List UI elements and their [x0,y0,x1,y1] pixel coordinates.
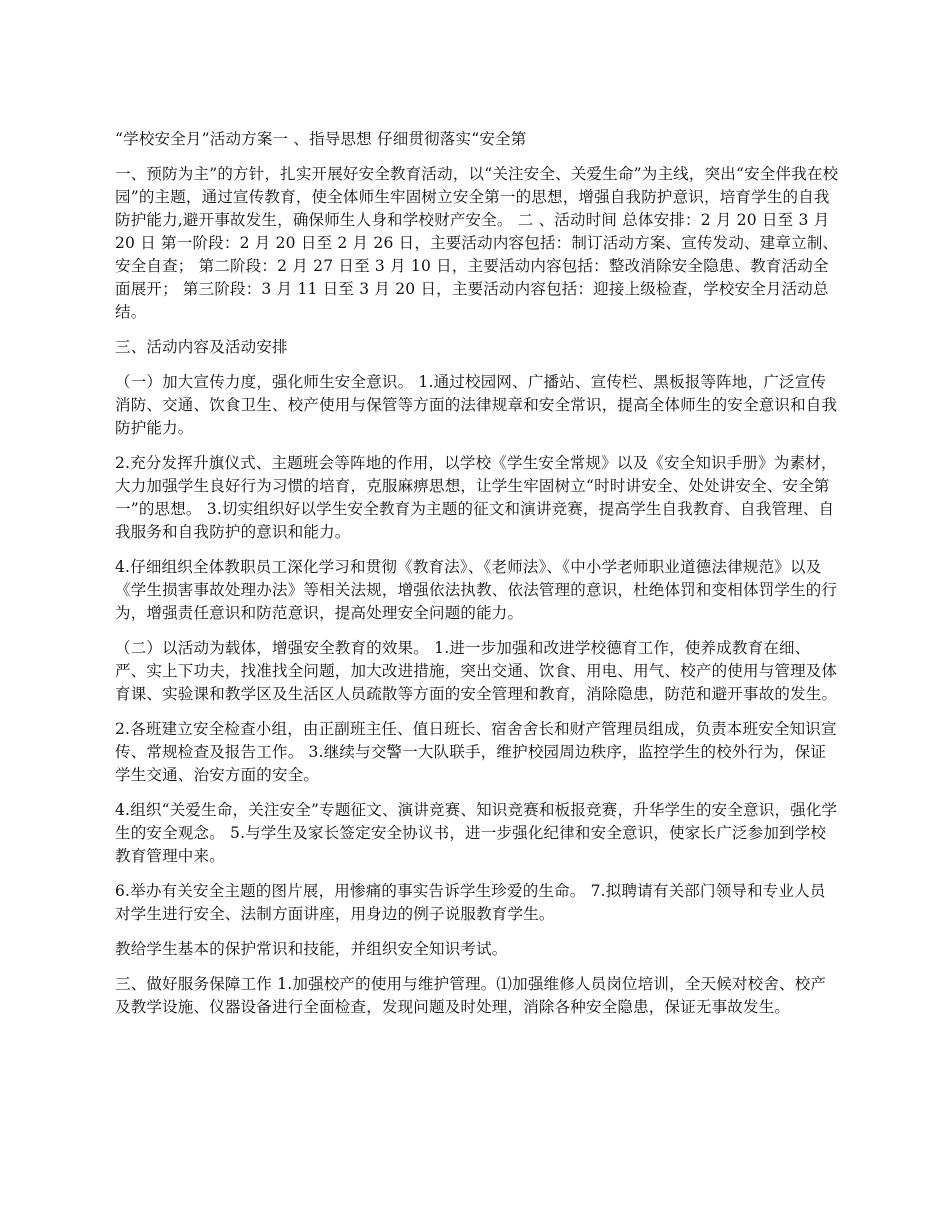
paragraph-activities-carrier: （二）以活动为载体，增强安全教育的效果。 1.进一步加强和改进学校德育工作，使养成教育在细、严、实上下功夫，找准找全问题，加大改进措施，突出交通、饮食、用电、用气、校产的使用与管理及体育课、实验课和教学区及生活区人员疏散等方面的安全管理和教育，消除隐患，防范和避开事故的发生。 [115,639,838,703]
document-body [115,128,840,1031]
paragraph-photo-exhibition: 6.举办有关安全主题的图片展，用惨痛的事实告诉学生珍爱的生命。 7.拟聘请有关部门领导和专业人员对学生进行安全、法制方面讲座，用身边的例子说服教育学生。 [115,882,826,923]
paragraph-guiding-thought-and-schedule: 一、预防为主”的方针，扎实开展好安全教育活动，以“关注安全、关爱生命”为主线，突出“安全伴我在校园”的主题，通过宣传教育，使全体师生牢固树立安全第一的思想，增强自我防护意识，培育学生的自我防护能力,避开事故发生，确保师生人身和学校财产安全。 二 、活动时间 总体安排：2 月 20 日至 3 月 20 日 第一阶段：2 月 20 日至 2 月 26 日，主要活动内容包括：制订活动方案、宣传发动、建章立制、安全自查； 第二阶段：2 月 27 日至 3 月 10 日，主要活动内容包括：整改消除安全隐患、教育活动全面展开； 第三阶段：3 月 11 日至 3 月 20 日，主要活动内容包括：迎接上级检查，学校安全月活动总结。 [115,165,839,321]
section-heading-activities: 三、活动内容及活动安排 [115,338,288,356]
document-title-line: “学校安全月”活动方案一 、指导思想 仔细贯彻落实“安全第 [115,130,527,148]
paragraph-essay-contest: 4.组织“关爱生命，关注安全”专题征文、演讲竞赛、知识竞赛和板报竞赛，升华学生的安全意识，强化学生的安全观念。 5.与学生及家长签定安全协议书，进一步强化纪律和安全意识，使家长广泛参加到学校教育管理中来。 [115,801,838,865]
paragraph-class-inspection: 2.各班建立安全检查小组，由正副班主任、值日班长、宿舍舍长和财产管理员组成，负责本班安全知识宣传、常规检查及报告工作。 3.继续与交警一大队联手，维护校园周边秩序，监控学生的校外行为，保证学生交通、治安方面的安全。 [115,720,837,784]
paragraph-basic-knowledge: 教给学生基本的保护常识和技能，并组织安全知识考试。 [115,940,508,958]
paragraph-publicity: （一）加大宣传力度，强化师生安全意识。 1.通过校园网、广播站、宣传栏、黑板报等阵地，广泛宣传消防、交通、饮食卫生、校产使用与保管等方面的法律规章和安全常识，提高全体师生的安全意识和自我防护能力。 [115,373,838,437]
paragraph-service-support: 三、做好服务保障工作 1.加强校产的使用与维护管理。⑴加强维修人员岗位培训，全天候对校舍、校产及教学设施、仪器设备进行全面检查，发现问题及时处理，消除各种安全隐患，保证无事故发生。 [115,975,827,1016]
paragraph-staff-law-study: 4.仔细组织全体教职员工深化学习和贯彻《教育法》、《老师法》、《中小学老师职业道德法律规范》以及《学生损害事故处理办法》等相关法规，增强依法执教、依法管理的意识，杜绝体罚和变相体罚学生的行为，增强责任意识和防范意识，提高处理安全问题的能力。 [115,558,838,622]
paragraph-flag-ceremony: 2.充分发挥升旗仪式、主题班会等阵地的作用，以学校《学生安全常规》以及《安全知识手册》为素材，大力加强学生良好行为习惯的培育，克服麻痹思想，让学生牢固树立“时时讲安全、处处讲安全、安全第一”的思想。 3.切实组织好以学生安全教育为主题的征文和演讲竞赛，提高学生自我教育、自我管理、自我服务和自我防护的意识和能力。 [115,454,837,541]
